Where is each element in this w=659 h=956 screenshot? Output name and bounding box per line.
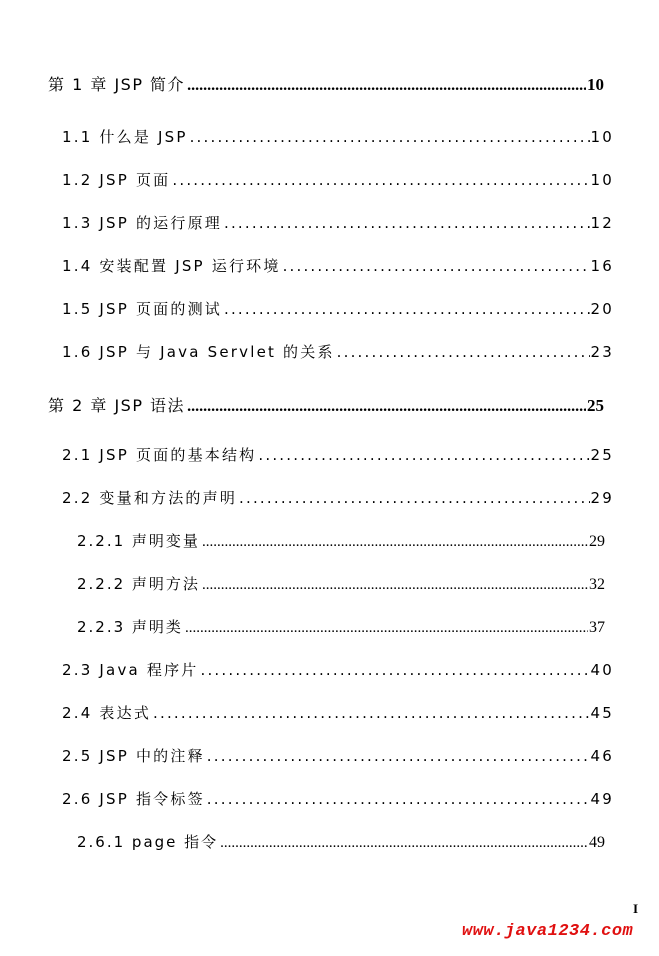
toc-dot-leader	[185, 620, 588, 637]
toc-entry-page: 49	[590, 790, 614, 808]
toc-entry-page: 10	[590, 171, 614, 189]
toc-entry-page: 10	[587, 75, 604, 94]
toc-entry-title: 1.3 JSP 的运行原理	[62, 214, 222, 232]
toc-dot-leader	[202, 577, 588, 594]
toc-entry-title: 1.2 JSP 页面	[62, 171, 171, 189]
toc-section-1-4	[62, 255, 614, 276]
toc-entry-title: 2.3 Java 程序片	[62, 661, 199, 679]
toc-entry-page: 20	[590, 300, 614, 318]
toc-dot-leader	[207, 747, 590, 765]
toc-entry-page: 16	[590, 257, 614, 275]
toc-entry-title: 2.6.1 page 指令	[77, 833, 219, 851]
toc-entry-page: 23	[590, 343, 614, 361]
toc-section-1-1	[62, 126, 614, 147]
toc-section-1-3	[62, 212, 614, 233]
toc-dot-leader	[207, 790, 590, 808]
toc-section-1-5	[62, 298, 614, 319]
toc-entry-title: 2.4 表达式	[62, 704, 152, 722]
toc-entry-title: 2.2 变量和方法的声明	[62, 489, 238, 507]
toc-section-2-2	[62, 487, 614, 508]
toc-dot-leader	[200, 661, 589, 679]
toc-entry-page: 46	[590, 747, 614, 765]
toc-dot-leader	[220, 835, 588, 852]
toc-entry-page: 10	[590, 128, 614, 146]
toc-dot-leader	[283, 257, 590, 275]
page-number: I	[633, 901, 639, 916]
toc-entry-page: 12	[590, 214, 614, 232]
toc-dot-leader	[190, 128, 590, 146]
toc-section-2-1	[62, 444, 614, 465]
toc-subsection-2-2-2	[77, 573, 605, 594]
toc-entry-page: 40	[590, 661, 614, 679]
watermark-url: www.java1234.com	[462, 922, 634, 941]
toc-entry-title: 1.5 JSP 页面的测试	[62, 300, 222, 318]
toc-entry-title: 第 2 章 JSP 语法	[48, 396, 186, 415]
toc-section-1-6	[62, 341, 614, 362]
toc-entry-title: 2.1 JSP 页面的基本结构	[62, 446, 257, 464]
toc-dot-leader	[202, 534, 588, 551]
toc-entry-title: 1.4 安装配置 JSP 运行环境	[62, 257, 281, 275]
toc-entry-page: 29	[589, 533, 605, 550]
toc-entry-title: 2.2.3 声明类	[77, 618, 183, 636]
toc-entry-title: 2.5 JSP 中的注释	[62, 747, 205, 765]
toc-dot-leader	[187, 398, 586, 416]
toc-dot-leader	[224, 214, 590, 232]
toc-entry-page: 29	[590, 489, 614, 507]
toc-dot-leader	[258, 446, 589, 464]
toc-entry-title: 2.2.1 声明变量	[77, 532, 200, 550]
toc-dot-leader	[337, 343, 590, 361]
toc-chapter-2	[48, 393, 604, 416]
toc-dot-leader	[172, 171, 589, 189]
toc-dot-leader	[153, 704, 589, 722]
toc-section-2-4	[62, 702, 614, 723]
toc-section-2-5	[62, 745, 614, 766]
toc-entry-title: 2.6 JSP 指令标签	[62, 790, 205, 808]
toc-entry-title: 1.1 什么是 JSP	[62, 128, 188, 146]
toc-section-2-3	[62, 659, 614, 680]
toc-dot-leader	[239, 489, 589, 507]
toc-section-2-6	[62, 788, 614, 809]
toc-chapter-1	[48, 72, 604, 95]
toc-dot-leader	[224, 300, 590, 318]
toc-entry-page: 32	[589, 576, 605, 593]
toc-entry-page: 49	[589, 834, 605, 851]
toc-dot-leader	[187, 77, 586, 95]
toc-entry-page: 37	[589, 619, 605, 636]
toc-section-1-2	[62, 169, 614, 190]
toc-subsection-2-2-1	[77, 530, 605, 551]
toc-subsection-2-2-3	[77, 616, 605, 637]
toc-entry-title: 第 1 章 JSP 简介	[48, 75, 186, 94]
toc-entry-title: 1.6 JSP 与 Java Servlet 的关系	[62, 343, 335, 361]
toc-entry-title: 2.2.2 声明方法	[77, 575, 200, 593]
toc-subsection-2-6-1	[77, 831, 605, 852]
toc-entry-page: 45	[590, 704, 614, 722]
toc-entry-page: 25	[590, 446, 614, 464]
toc-entry-page: 25	[587, 396, 604, 415]
